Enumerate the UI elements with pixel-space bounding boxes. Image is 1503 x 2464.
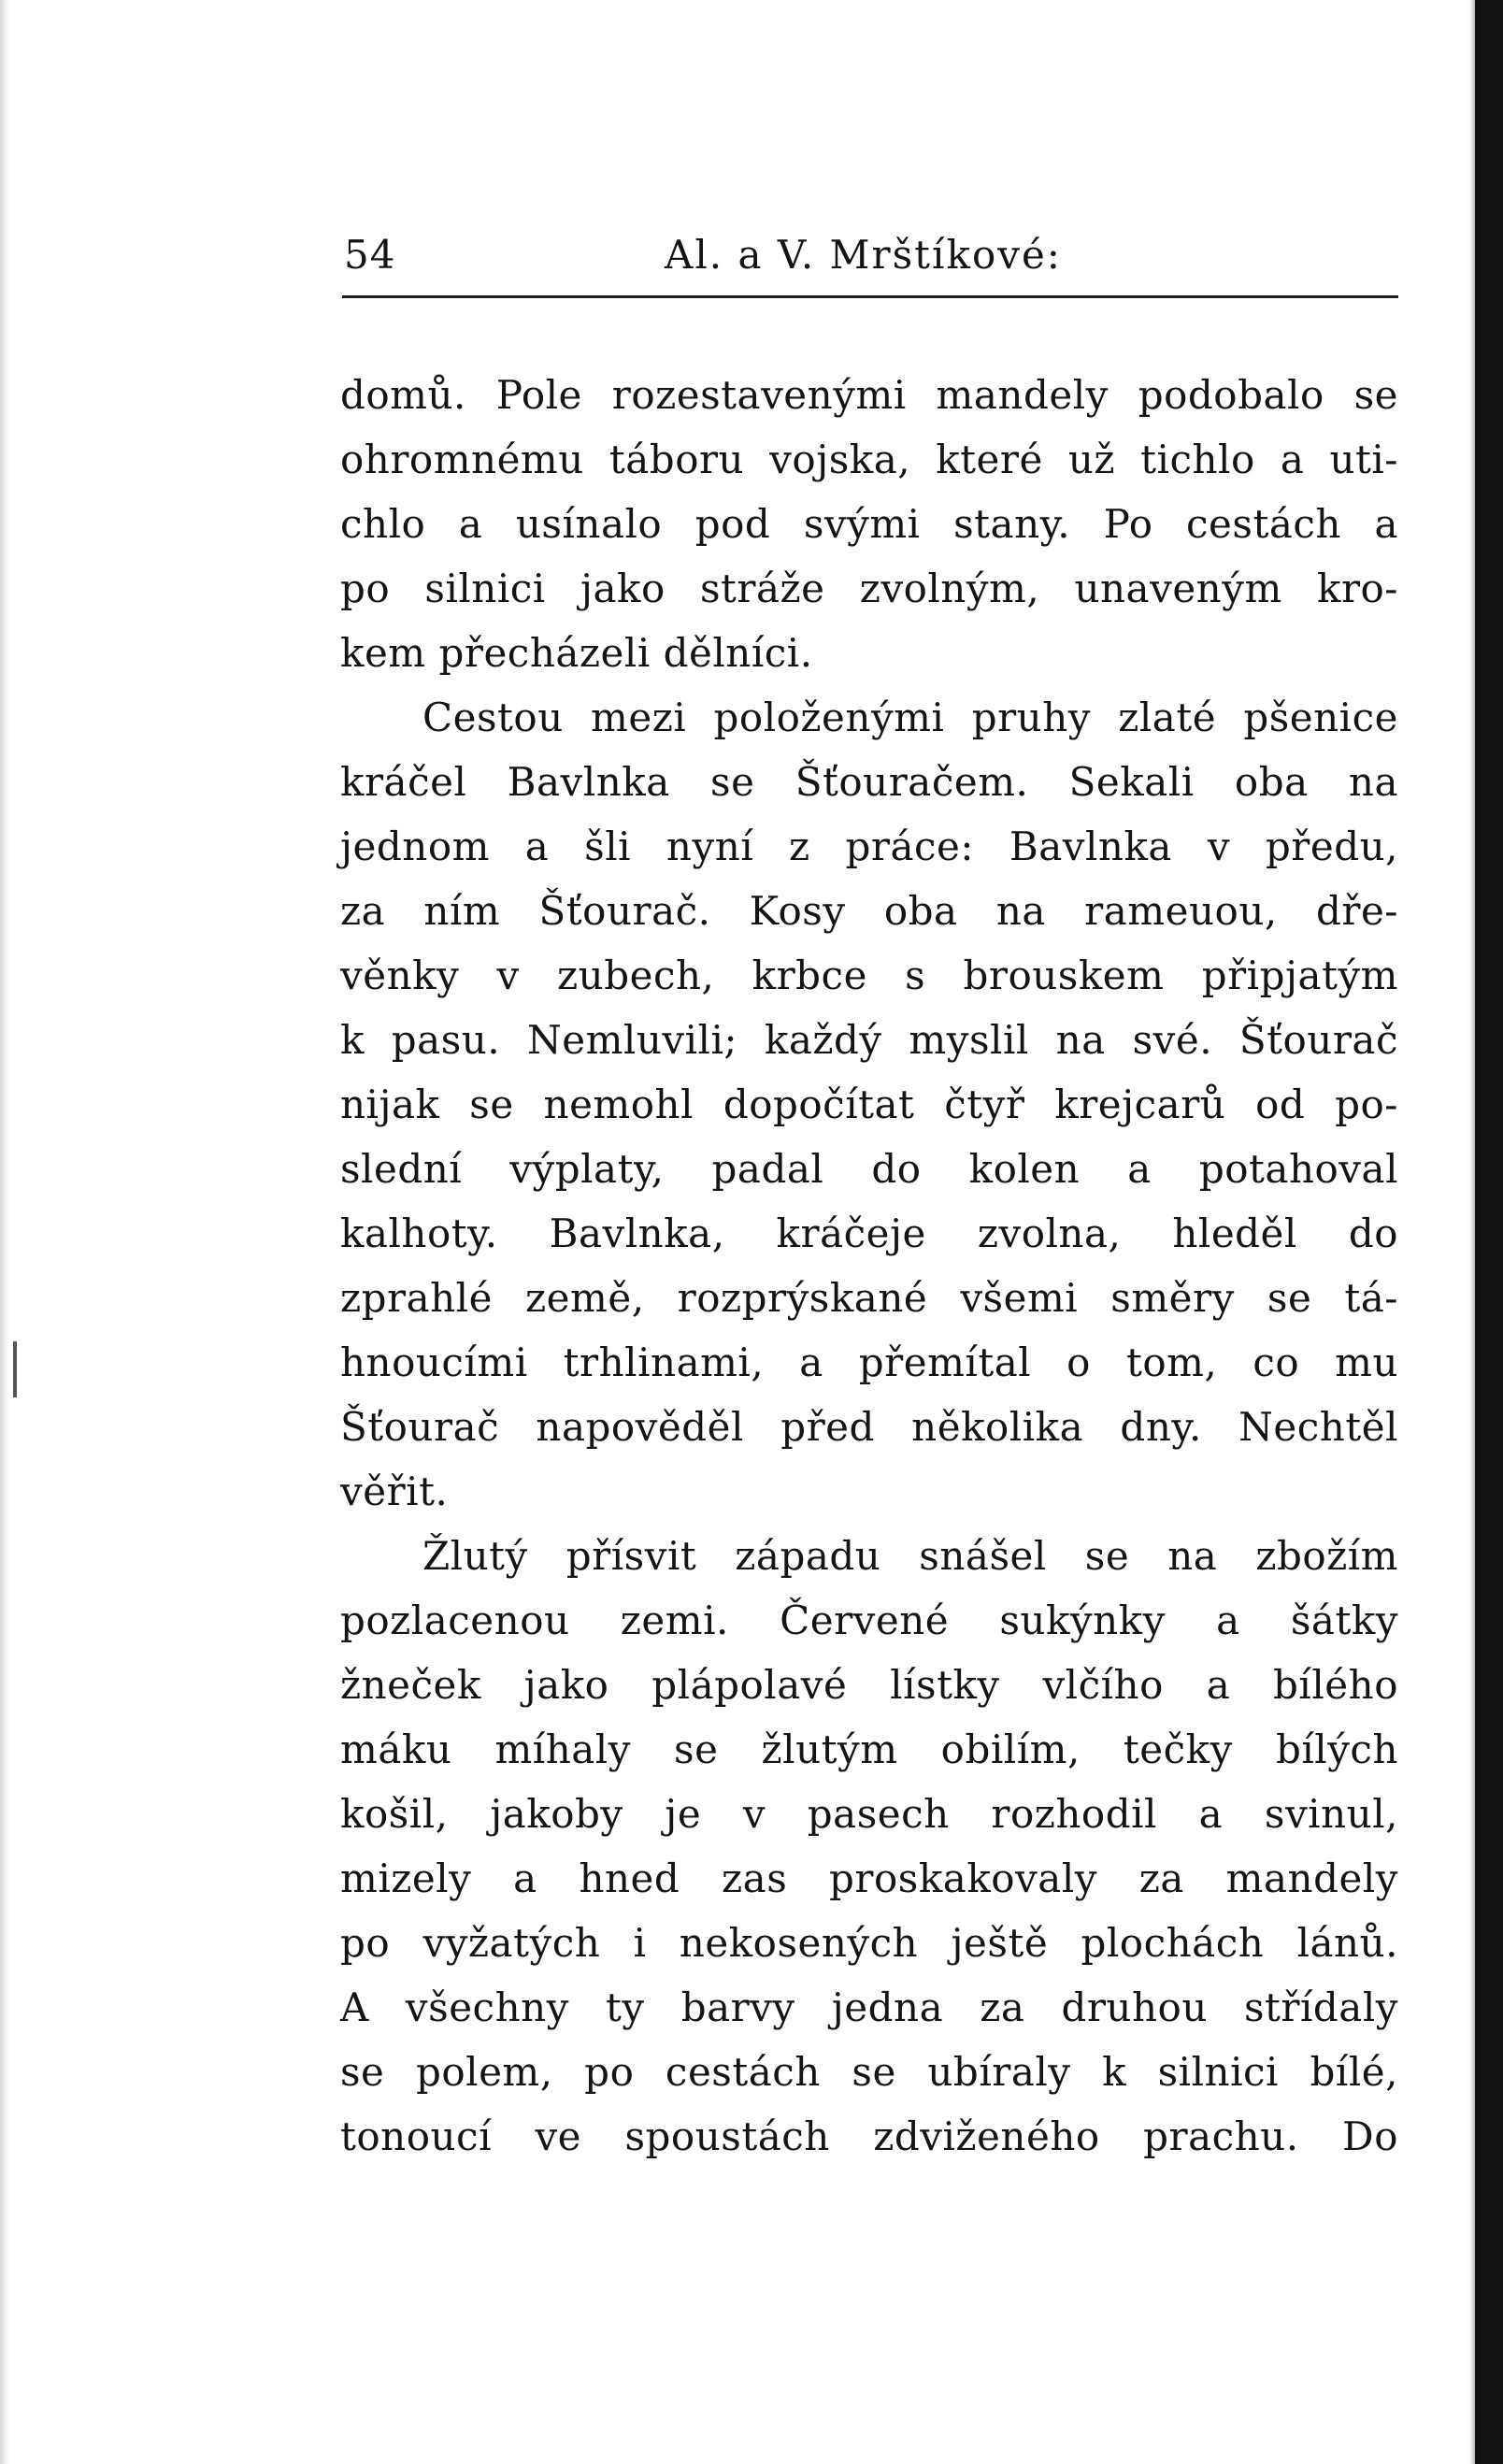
- text-line: Žlutý přísvit západu snášel se na zbožím: [422, 1533, 1398, 1579]
- page-header: [342, 232, 1398, 295]
- page-number: 54: [344, 232, 396, 278]
- text-line: Cestou mezi položenými pruhy zlaté pšenice: [422, 695, 1398, 740]
- scan-edge-right: [1475, 0, 1503, 2464]
- text-line: košil, jakoby je v pasech rozhodil a svinul,: [340, 1791, 1398, 1837]
- text-line: se polem, po cestách se ubíraly k silnici bílé,: [340, 2049, 1398, 2095]
- text-line: chlo a usínalo pod svými stany. Po cestách a: [340, 501, 1398, 547]
- header-rule: [342, 295, 1398, 298]
- text-line: kalhoty. Bavlnka, kráčeje zvolna, hleděl do: [340, 1211, 1398, 1256]
- text-line: jednom a šli nyní z práce: Bavlnka v předu,: [340, 824, 1398, 869]
- text-line: nijak se nemohl dopočítat čtyř krejcarů od po-: [340, 1082, 1398, 1127]
- text-line: po vyžatých i nekosených ještě plochách lánů.: [340, 1920, 1398, 1966]
- running-title: Al. a V. Mrštíkové:: [665, 232, 1062, 278]
- text-body: [340, 363, 1398, 2169]
- scan-mark: [13, 1341, 17, 1397]
- text-line: slední výplaty, padal do kolen a potahoval: [340, 1146, 1398, 1192]
- text-line: hnoucími trhlinami, a přemítal o tom, co mu: [340, 1339, 1398, 1385]
- text-line: mizely a hned zas proskakovaly za mandely: [340, 1855, 1398, 1901]
- text-line: tonoucí ve spoustách zdviženého prachu. Do: [340, 2113, 1398, 2159]
- text-line: kráčel Bavlnka se Šťouračem. Sekali oba na: [340, 759, 1398, 805]
- text-line: po silnici jako stráže zvolným, unaveným kro-: [340, 566, 1398, 611]
- text-line: pozlacenou zemi. Červené sukýnky a šátky: [340, 1597, 1398, 1643]
- text-line: Šťourač napověděl před několika dny. Nechtěl: [340, 1404, 1398, 1450]
- text-line: máku míhaly se žlutým obilím, tečky bílých: [340, 1726, 1398, 1772]
- text-line: věnky v zubech, krbce s brouskem připjatým: [340, 953, 1398, 998]
- text-line: domů. Pole rozestavenými mandely podobalo se: [340, 372, 1398, 418]
- text-line: žneček jako plápolavé lístky vlčího a bílého: [340, 1662, 1398, 1708]
- text-line: ohromnému táboru vojska, které už tichlo a uti-: [340, 437, 1398, 482]
- text-line: A všechny ty barvy jedna za druhou střídaly: [340, 1984, 1398, 2030]
- text-line: kem přecházeli dělníci.: [340, 630, 813, 676]
- text-line: zprahlé země, rozprýskané všemi směry se tá-: [340, 1275, 1398, 1321]
- scan-edge-left: [0, 0, 9, 2464]
- text-line: k pasu. Nemluvili; každý myslil na své. Šťourač: [340, 1017, 1398, 1063]
- text-line: za ním Šťourač. Kosy oba na rameuou, dře-: [340, 888, 1398, 934]
- text-line: věřit.: [340, 1468, 449, 1514]
